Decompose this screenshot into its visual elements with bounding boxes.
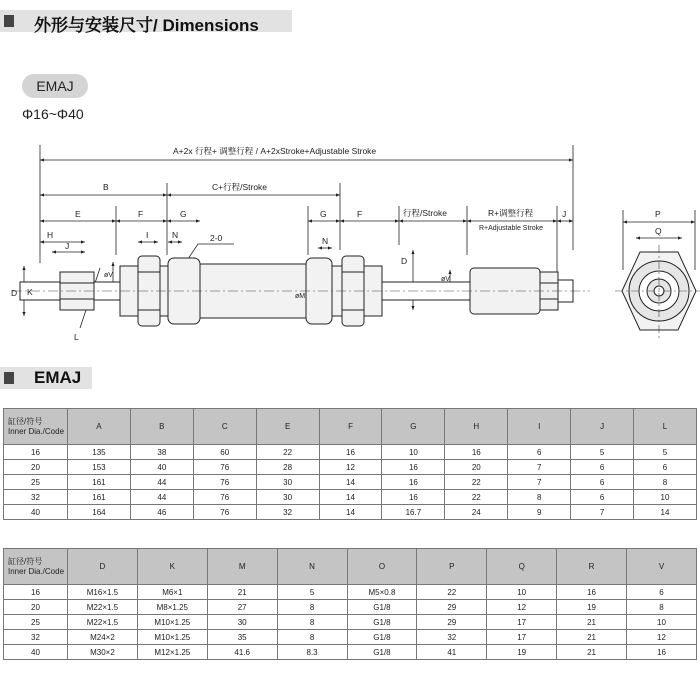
row-bore-cell: 20 (4, 600, 68, 615)
table-cell: M22×1.5 (68, 615, 138, 630)
dim-p-label: P (655, 209, 661, 219)
table-cell: 10 (634, 490, 697, 505)
table-row (4, 505, 697, 520)
size-range: Φ16~Φ40 (22, 106, 84, 122)
table-cell: 21 (557, 615, 627, 630)
table-cell: 17 (487, 615, 557, 630)
table-cell: M6×1 (137, 585, 207, 600)
column-header: P (417, 549, 487, 585)
dimension-table-2 (3, 548, 697, 660)
column-header: G (382, 409, 445, 445)
column-header: D (68, 549, 138, 585)
table-cell: 8 (277, 630, 347, 645)
table-header-cell (4, 549, 68, 585)
column-header: A (68, 409, 131, 445)
row-bore-cell: 20 (4, 460, 68, 475)
table-cell: G1/8 (347, 615, 417, 630)
dim-j-label-right: J (562, 209, 567, 219)
table-cell: M30×2 (68, 645, 138, 660)
dim-n-label: N (172, 230, 179, 240)
table-cell: 76 (193, 505, 256, 520)
table-cell: 6 (571, 475, 634, 490)
dim-total-label: A+2x 行程+ 调整行程 / A+2xStroke+Adjustable Stroke (173, 146, 377, 156)
table-cell: 14 (634, 505, 697, 520)
table-cell: 21 (557, 645, 627, 660)
table-cell: 38 (130, 445, 193, 460)
row-bore-cell: 40 (4, 645, 68, 660)
column-header: C (193, 409, 256, 445)
table-cell: 16 (627, 645, 697, 660)
table-cell: 16 (445, 445, 508, 460)
table-cell: 10 (382, 445, 445, 460)
dim-r-en-label: R+Adjustable Stroke (479, 225, 544, 232)
dim-c-label: C+行程/Stroke (212, 182, 268, 192)
table-cell: 76 (193, 475, 256, 490)
table-cell: M16×1.5 (68, 585, 138, 600)
row-bore-cell: 32 (4, 490, 68, 505)
table-cell: 24 (445, 505, 508, 520)
table-cell: 9 (508, 505, 571, 520)
table-body (4, 585, 697, 660)
table-row (4, 445, 697, 460)
table-cell: 32 (417, 630, 487, 645)
table-cell: 7 (571, 505, 634, 520)
table-row (4, 615, 697, 630)
table-header-cell (4, 409, 68, 445)
table-cell: 30 (256, 490, 319, 505)
table-cell: 5 (634, 445, 697, 460)
column-header: H (445, 409, 508, 445)
dim-q-label: Q (655, 226, 662, 236)
table-cell: G1/8 (347, 645, 417, 660)
table-cell: 40 (130, 460, 193, 475)
table-cell: 29 (417, 600, 487, 615)
table-cell: 135 (68, 445, 131, 460)
table-cell: 6 (627, 585, 697, 600)
column-header: N (277, 549, 347, 585)
table-cell: 161 (68, 475, 131, 490)
dim-m-label: øM (295, 293, 306, 300)
dim-b-label: B (103, 182, 109, 192)
table-cell: 60 (193, 445, 256, 460)
table-cell: 6 (571, 460, 634, 475)
table-cell: M8×1.25 (137, 600, 207, 615)
dim-f-label-right: F (357, 209, 363, 219)
table-row (4, 645, 697, 660)
table-cell: 41 (417, 645, 487, 660)
table-cell: 30 (207, 615, 277, 630)
table-row (4, 585, 697, 600)
table-cell: 44 (130, 490, 193, 505)
table-cell: 19 (557, 600, 627, 615)
table-cell: 22 (445, 475, 508, 490)
section-header-emaj (0, 367, 92, 389)
table-cell: 12 (627, 630, 697, 645)
table-cell: 19 (487, 645, 557, 660)
dim-d-label-right: D (401, 256, 408, 266)
row-bore-cell: 25 (4, 475, 68, 490)
table-row (4, 475, 697, 490)
table-cell: 27 (207, 600, 277, 615)
column-header: F (319, 409, 382, 445)
table-cell: 32 (256, 505, 319, 520)
table-cell: M22×1.5 (68, 600, 138, 615)
table-cell: M5×0.8 (347, 585, 417, 600)
table-cell: 22 (417, 585, 487, 600)
table-cell: 7 (508, 460, 571, 475)
table-cell: 6 (634, 460, 697, 475)
header-cn: 缸径/符号 (8, 556, 43, 566)
table-cell: 6 (571, 490, 634, 505)
header-en: Inner Dia./Code (8, 566, 65, 576)
table-row (4, 460, 697, 475)
row-bore-cell: 32 (4, 630, 68, 645)
section-title: EMAJ (34, 368, 82, 387)
model-badge: EMAJ (22, 74, 88, 98)
dim-i-label: I (146, 230, 149, 240)
table-cell: M10×1.25 (137, 615, 207, 630)
table-cell: G1/8 (347, 630, 417, 645)
table-cell: 16.7 (382, 505, 445, 520)
table-cell: 14 (319, 475, 382, 490)
table-cell: 21 (207, 585, 277, 600)
table-cell: 7 (508, 475, 571, 490)
table-cell: 12 (319, 460, 382, 475)
table-cell: 22 (256, 445, 319, 460)
column-header: V (627, 549, 697, 585)
column-header: O (347, 549, 417, 585)
row-bore-cell: 16 (4, 445, 68, 460)
table-cell: 16 (319, 445, 382, 460)
table-cell: 21 (557, 630, 627, 645)
table-cell: 8 (277, 600, 347, 615)
table-cell: 28 (256, 460, 319, 475)
section-title: 外形与安装尺寸/ Dimensions (34, 16, 259, 35)
table-cell: 5 (571, 445, 634, 460)
table-cell: 10 (627, 615, 697, 630)
dim-g-label-right: G (320, 209, 327, 219)
table-cell: 76 (193, 490, 256, 505)
table-cell: 8 (508, 490, 571, 505)
table-cell: 16 (382, 475, 445, 490)
table-cell: 14 (319, 505, 382, 520)
table-cell: 29 (417, 615, 487, 630)
table-cell: 16 (557, 585, 627, 600)
table-body (4, 445, 697, 520)
table-cell: M24×2 (68, 630, 138, 645)
dim-g-label-left: G (180, 209, 187, 219)
table-cell: 14 (319, 490, 382, 505)
column-header: M (207, 549, 277, 585)
dim-d-label: D (11, 288, 18, 298)
dim-2o-label: 2-0 (210, 233, 223, 243)
column-header: L (634, 409, 697, 445)
column-header: Q (487, 549, 557, 585)
table-cell: 8 (627, 600, 697, 615)
table-cell: 153 (68, 460, 131, 475)
table-cell: 6 (508, 445, 571, 460)
header-en: Inner Dia./Code (8, 426, 65, 436)
table-cell: 16 (382, 460, 445, 475)
table-cell: 164 (68, 505, 131, 520)
table-cell: 41.6 (207, 645, 277, 660)
table-cell: M10×1.25 (137, 630, 207, 645)
dim-h-label: H (47, 230, 54, 240)
column-header: I (508, 409, 571, 445)
dim-k-label: K (27, 287, 33, 297)
table-row (4, 490, 697, 505)
table-cell: 16 (382, 490, 445, 505)
table-cell: G1/8 (347, 600, 417, 615)
table-cell: 8.3 (277, 645, 347, 660)
column-header: J (571, 409, 634, 445)
table-cell: M12×1.25 (137, 645, 207, 660)
table-cell: 30 (256, 475, 319, 490)
table-cell: 44 (130, 475, 193, 490)
table-cell: 8 (634, 475, 697, 490)
column-header: R (557, 549, 627, 585)
dim-n-label-right: N (322, 236, 329, 246)
table-cell: 5 (277, 585, 347, 600)
dimension-table-1 (3, 408, 697, 520)
table-cell: 20 (445, 460, 508, 475)
column-header: E (256, 409, 319, 445)
dim-v-label-right: øV (441, 276, 450, 283)
table-cell: 46 (130, 505, 193, 520)
header-cn: 缸径/符号 (8, 416, 43, 426)
dim-v-label: øV (104, 272, 113, 279)
dim-j-label: J (65, 241, 70, 251)
table-cell: 76 (193, 460, 256, 475)
table-row (4, 600, 697, 615)
table-row (4, 630, 697, 645)
table-cell: 17 (487, 630, 557, 645)
row-bore-cell: 40 (4, 505, 68, 520)
column-header: B (130, 409, 193, 445)
table-cell: 12 (487, 600, 557, 615)
table-cell: 35 (207, 630, 277, 645)
row-bore-cell: 25 (4, 615, 68, 630)
section-marker (4, 372, 14, 384)
table-cell: 8 (277, 615, 347, 630)
column-header: K (137, 549, 207, 585)
dim-e-label: E (75, 209, 81, 219)
dim-stroke-label: 行程/Stroke (403, 208, 447, 218)
row-bore-cell: 16 (4, 585, 68, 600)
dim-f-label: F (138, 209, 144, 219)
table-cell: 22 (445, 490, 508, 505)
dim-r-label: R+调整行程 (488, 208, 534, 218)
dim-l-label: L (74, 332, 79, 342)
table-cell: 10 (487, 585, 557, 600)
table-cell: 161 (68, 490, 131, 505)
